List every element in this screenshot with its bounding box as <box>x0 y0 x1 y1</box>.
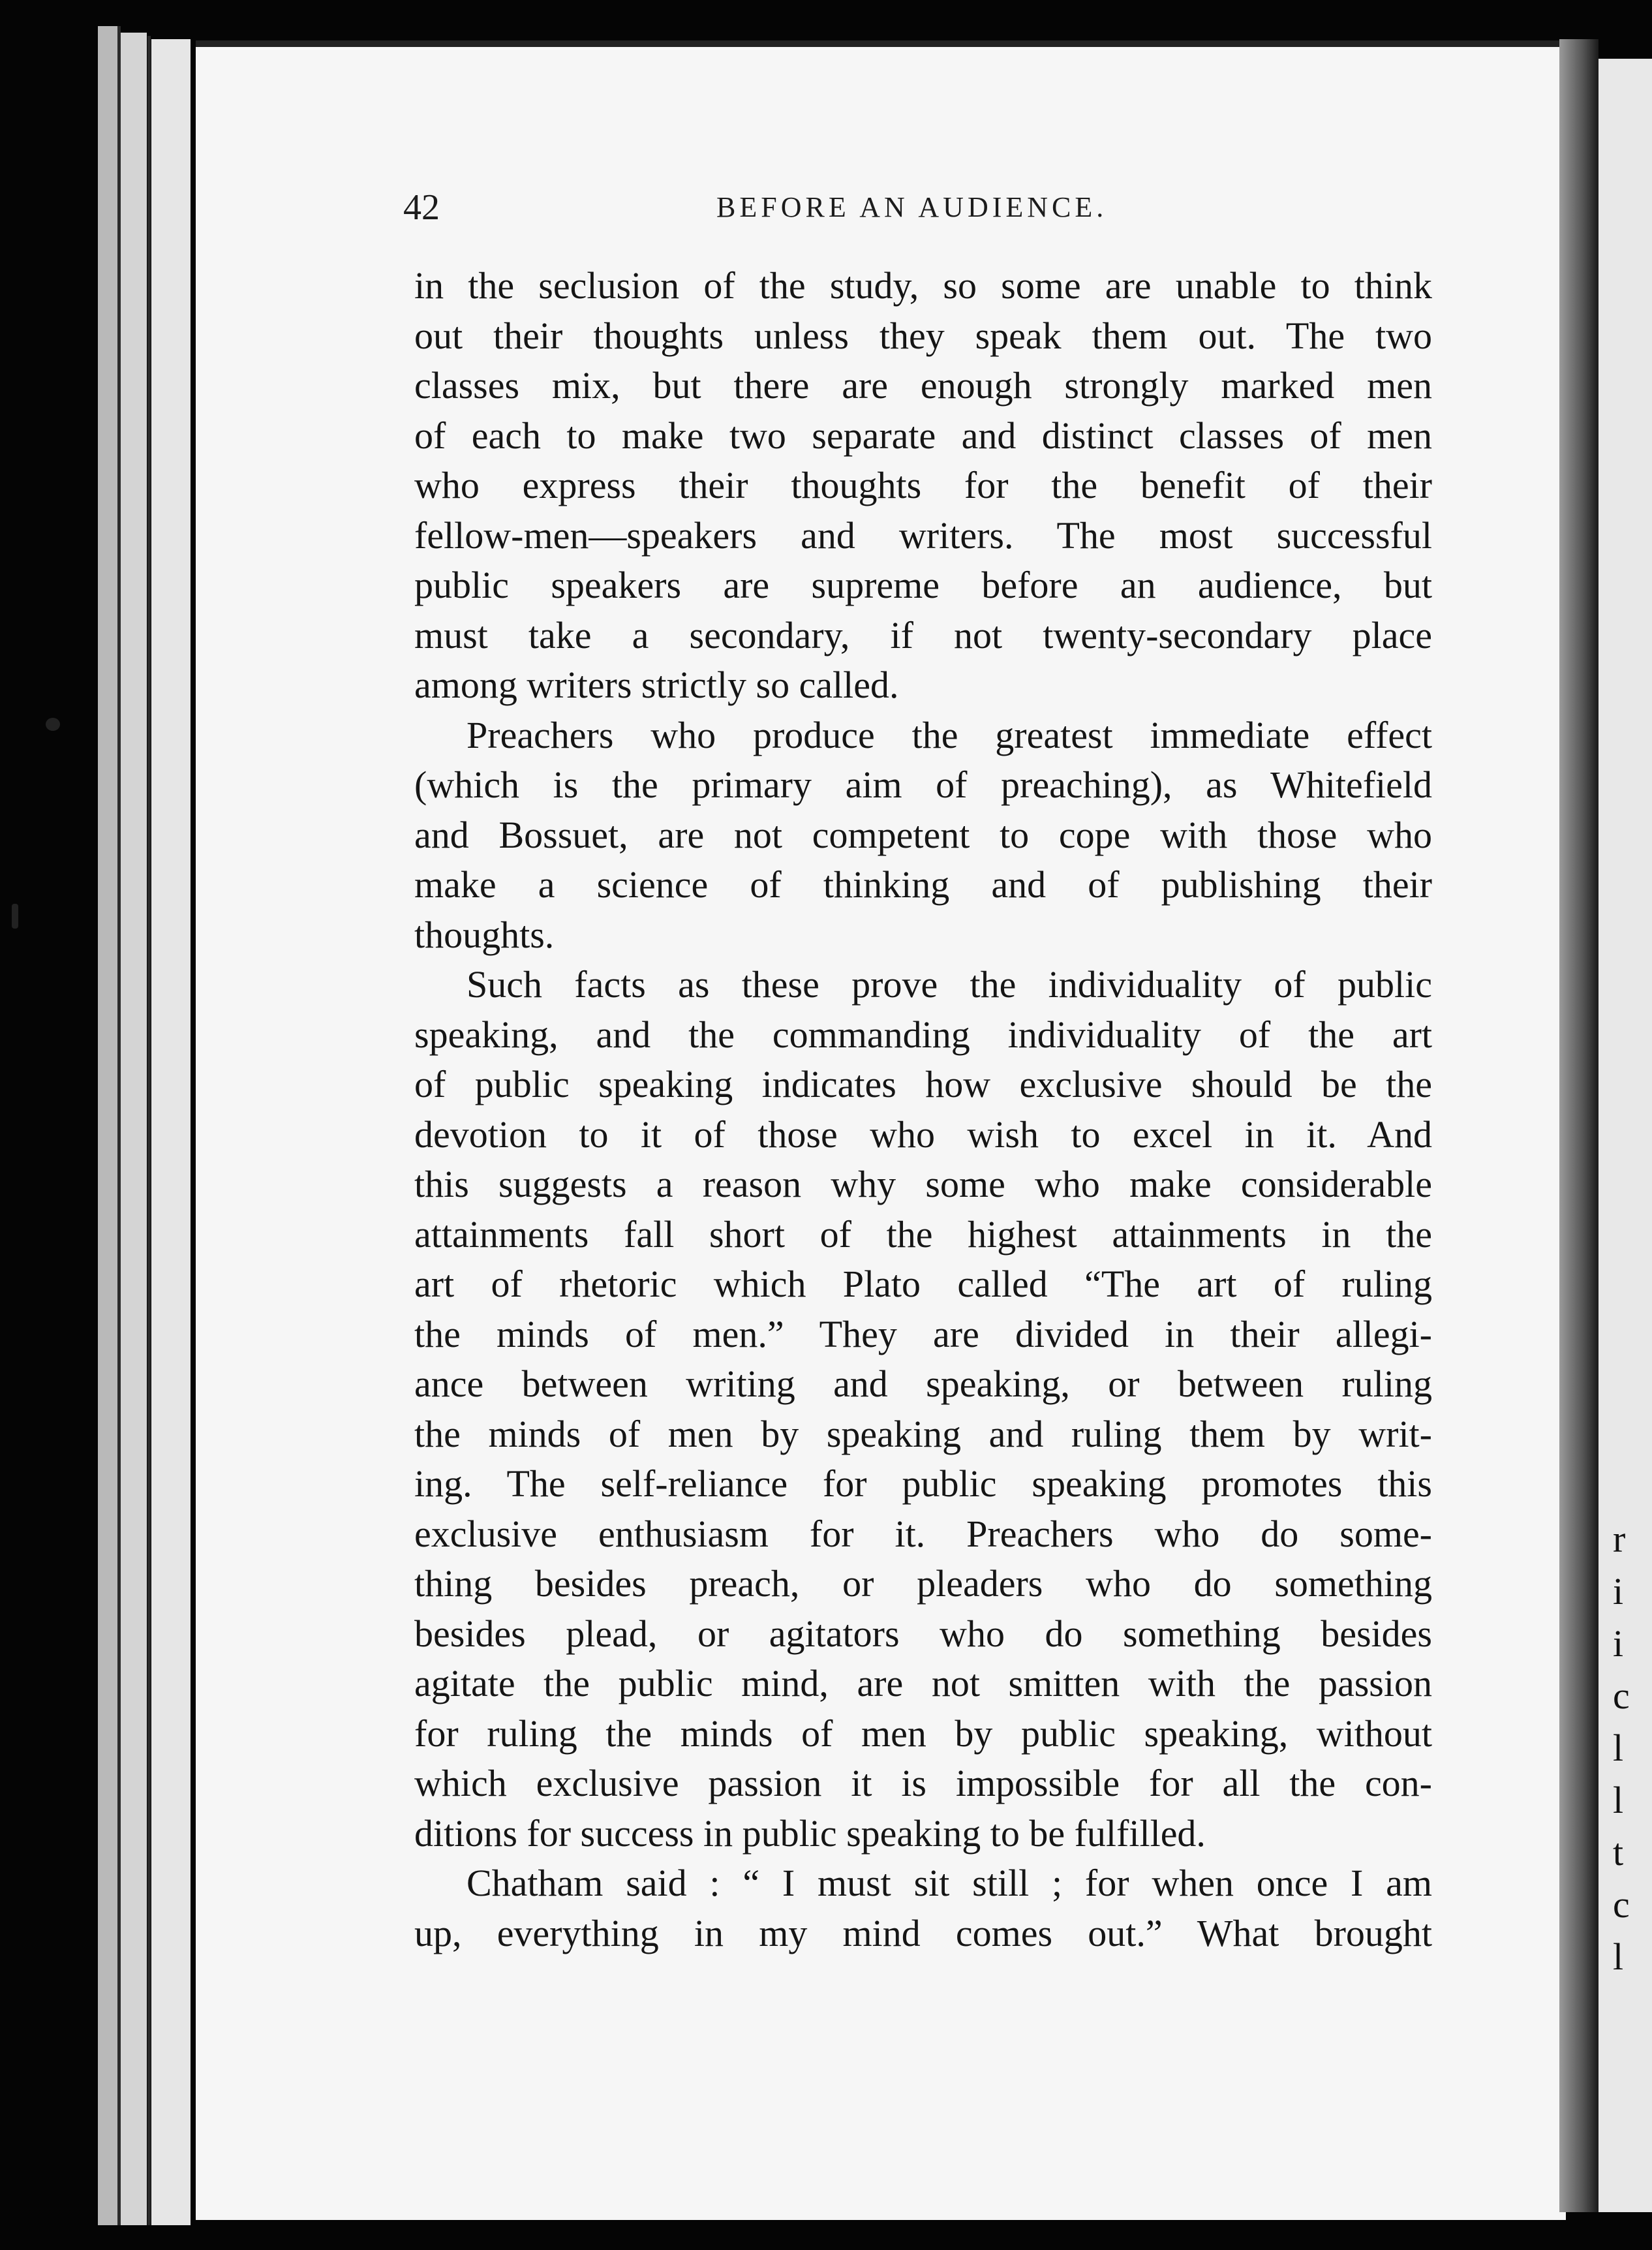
text-line: who express their thoughts for the benefit of their <box>414 464 1432 506</box>
text-line: thing besides preach, or pleaders who do something <box>414 1562 1432 1605</box>
next-page-fragment: l <box>1613 1727 1624 1769</box>
text-line: besides plead, or agitators who do something besides <box>414 1612 1432 1655</box>
text-line: of public speaking indicates how exclusive should be the <box>414 1063 1432 1105</box>
adjacent-page-strip <box>1598 59 1652 2212</box>
next-page-fragment: i <box>1613 1570 1624 1612</box>
page-edge-outer <box>98 26 117 2225</box>
page-number: 42 <box>403 187 440 228</box>
next-page-fragment: t <box>1613 1831 1624 1873</box>
text-line: out their thoughts unless they speak them out. The two <box>414 314 1432 357</box>
text-line: (which is the primary aim of preaching), as Whitefield <box>414 763 1432 806</box>
text-line: agitate the public mind, are not smitten with the passion <box>414 1662 1432 1704</box>
text-line: Chatham said : “ I must sit still ; for when once I am <box>467 1862 1432 1904</box>
text-line: ance between writing and speaking, or between ruling <box>414 1363 1432 1405</box>
text-line: Preachers who produce the greatest immediate effect <box>467 713 1432 756</box>
body-text <box>414 261 1432 1958</box>
text-line: for ruling the minds of men by public speaking, without <box>414 1712 1432 1755</box>
text-line: up, everything in my mind comes out.” What brought <box>414 1911 1432 1954</box>
text-line: ditions for success in public speaking to be fulfilled. <box>414 1811 1206 1855</box>
book-gutter-shadow <box>1559 39 1598 2212</box>
page-top-border <box>196 40 1566 47</box>
page-edge-inner <box>151 39 191 2225</box>
text-line: of each to make two separate and distinct classes of men <box>414 414 1432 457</box>
page-edge-line <box>147 36 151 2225</box>
text-line: public speakers are supreme before an audience, but <box>414 564 1432 606</box>
text-line: make a science of thinking and of publishing their <box>414 863 1432 906</box>
next-page-fragment: c <box>1613 1883 1630 1926</box>
text-line: attainments fall short of the highest attainments in the <box>414 1212 1432 1256</box>
next-page-fragment: i <box>1613 1622 1624 1665</box>
text-line: art of rhetoric which Plato called “The art of ruling <box>414 1263 1432 1305</box>
text-line: the minds of men.” They are divided in their allegi- <box>414 1312 1432 1355</box>
text-line: ing. The self-reliance for public speaking promotes this <box>414 1462 1432 1505</box>
text-line: exclusive enthusiasm for it. Preachers who do some- <box>414 1512 1432 1555</box>
text-line: must take a secondary, if not twenty-secondary place <box>414 613 1432 656</box>
running-header <box>403 187 1421 232</box>
text-line: speaking, and the commanding individuality of the art <box>414 1013 1432 1056</box>
text-line: Such facts as these prove the individuality of public <box>467 963 1432 1006</box>
text-line: in the seclusion of the study, so some are unable to think <box>414 264 1432 307</box>
page-edge-line <box>117 26 121 2225</box>
text-line: thoughts. <box>414 913 555 956</box>
text-line: and Bossuet, are not competent to cope with those who <box>414 813 1432 856</box>
next-page-fragment: l <box>1613 1935 1624 1978</box>
text-line: fellow-men—speakers and writers. The most successful <box>414 514 1432 557</box>
text-line: this suggests a reason why some who make considerable <box>414 1163 1432 1205</box>
page-edge-middle <box>121 33 147 2225</box>
next-page-fragment: l <box>1613 1779 1624 1821</box>
text-line: devotion to it of those who wish to excel in it. And <box>414 1113 1432 1156</box>
text-line: among writers strictly so called. <box>414 664 899 706</box>
next-page-fragment: c <box>1613 1674 1630 1717</box>
text-line: the minds of men by speaking and ruling them by writ- <box>414 1412 1432 1455</box>
next-page-fragment: r <box>1613 1518 1626 1560</box>
scan-speck <box>46 718 60 731</box>
text-line: classes mix, but there are enough strongly marked men <box>414 364 1432 407</box>
running-title: BEFORE AN AUDIENCE. <box>716 191 1108 223</box>
scan-speck <box>12 904 18 929</box>
text-line: which exclusive passion it is impossible for all the con- <box>414 1762 1432 1804</box>
